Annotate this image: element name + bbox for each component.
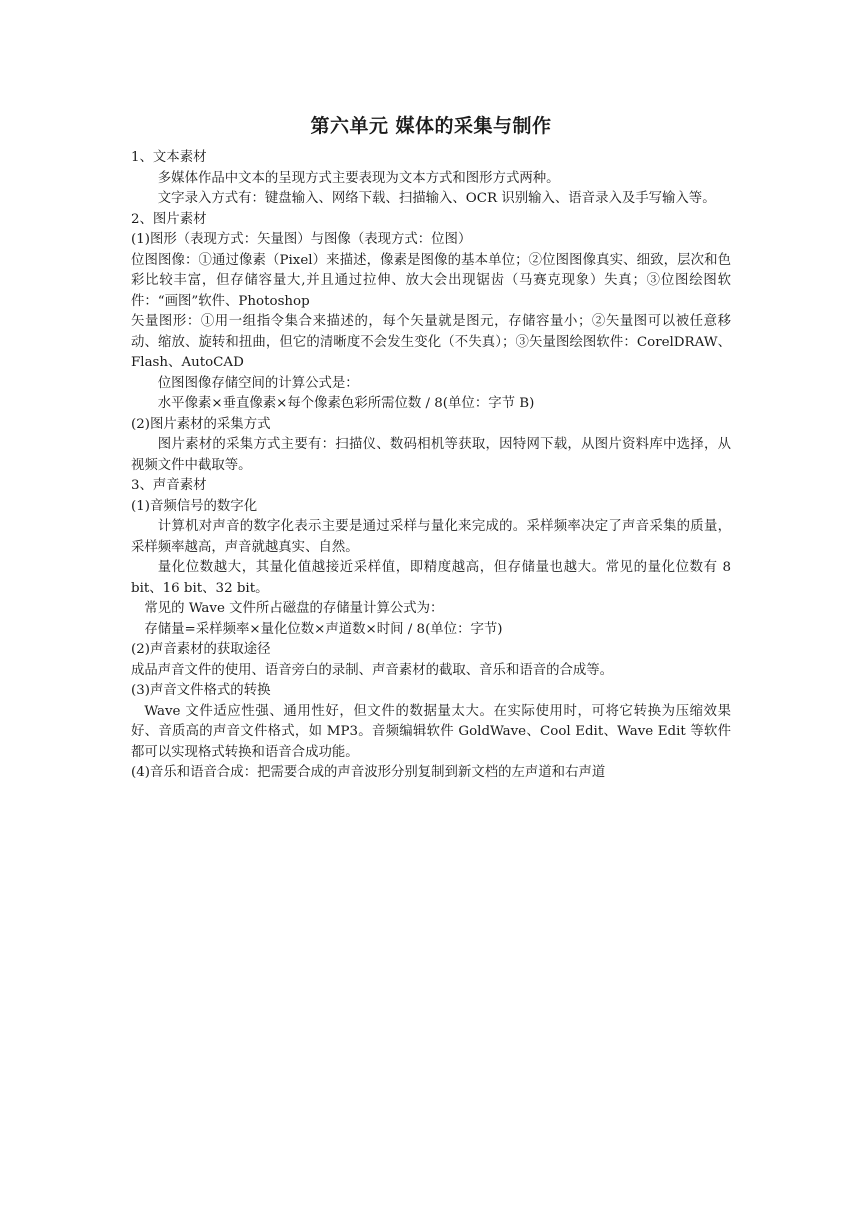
paragraph: 2、图片素材: [131, 211, 207, 227]
paragraph: (2)图片素材的采集方式: [131, 416, 271, 432]
paragraph: 量化位数越大，其量化值越接近采样值，即精度越高，但存储量也越大。常见的量化位数有 8 bit、16 bit、32 bit。: [131, 560, 731, 596]
paragraph: (3)声音文件格式的转换: [131, 683, 271, 698]
paragraph: (1)图形（表现方式：矢量图）与图像（表现方式：位图）: [131, 232, 472, 247]
paragraph: 3、声音素材: [131, 478, 207, 493]
paragraph: Wave 文件适应性强、通用性好，但文件的数据量太大。在实际使用时，可将它转换为压缩效果好、音质高的声音文件格式，如 MP3。音频编辑软件 GoldWave、Cool Edit、Wave Edit 等软件都可以实现格式转换和语音合成功能。: [131, 703, 731, 760]
paragraph: (2)声音素材的获取途径: [131, 642, 271, 657]
paragraph: 水平像素×垂直像素×每个像素色彩所需位数 / 8(单位：字节 B): [157, 396, 535, 411]
paragraph: (4)音乐和语音合成：把需要合成的声音波形分别复制到新文档的左声道和右声道: [131, 765, 606, 780]
document-page: [131, 112, 731, 784]
paragraph: 图片素材的采集方式主要有：扫描仪、数码相机等获取，因特网下载，从图片资料库中选择，从视频文件中截取等。: [131, 437, 731, 473]
page-title: 第六单元 媒体的采集与制作: [310, 115, 552, 137]
paragraph: (1)音频信号的数字化: [131, 498, 258, 514]
paragraph: 成品声音文件的使用、语音旁白的录制、声音素材的截取、音乐和语音的合成等。: [131, 662, 614, 678]
paragraph: 常见的 Wave 文件所占磁盘的存储量计算公式为：: [144, 601, 444, 616]
paragraph: 1、文本素材: [131, 150, 207, 165]
paragraph: 矢量图形：①用一组指令集合来描述的，每个矢量就是图元，存储容量小；②矢量图可以被任意移动、缩放、旋转和扭曲，但它的清晰度不会发生变化（不失真）；③矢量图绘图软件：CorelDRAW、Flash、AutoCAD: [131, 314, 731, 370]
paragraph: 存储量=采样频率×量化位数×声道数×时间 / 8(单位：字节): [144, 621, 503, 637]
paragraph: 文字录入方式有：键盘输入、网络下载、扫描输入、OCR 识别输入、语音录入及手写输入等。: [157, 191, 716, 206]
paragraph: 位图图像存储空间的计算公式是：: [157, 375, 359, 391]
paragraph: 计算机对声音的数字化表示主要是通过采样与量化来完成的。采样频率决定了声音采集的质量，采样频率越高，声音就越真实、自然。: [131, 519, 731, 555]
paragraph: 多媒体作品中文本的呈现方式主要表现为文本方式和图形方式两种。: [157, 170, 560, 186]
paragraph: 位图图像：①通过像素（Pixel）来描述，像素是图像的基本单位；②位图图像真实、细致，层次和色彩比较丰富，但存储容量大,并且通过拉伸、放大会出现锯齿（马赛克现象）失真；③位图绘图软件：“画图”软件、Photoshop: [131, 252, 731, 309]
document-body: [131, 148, 731, 784]
